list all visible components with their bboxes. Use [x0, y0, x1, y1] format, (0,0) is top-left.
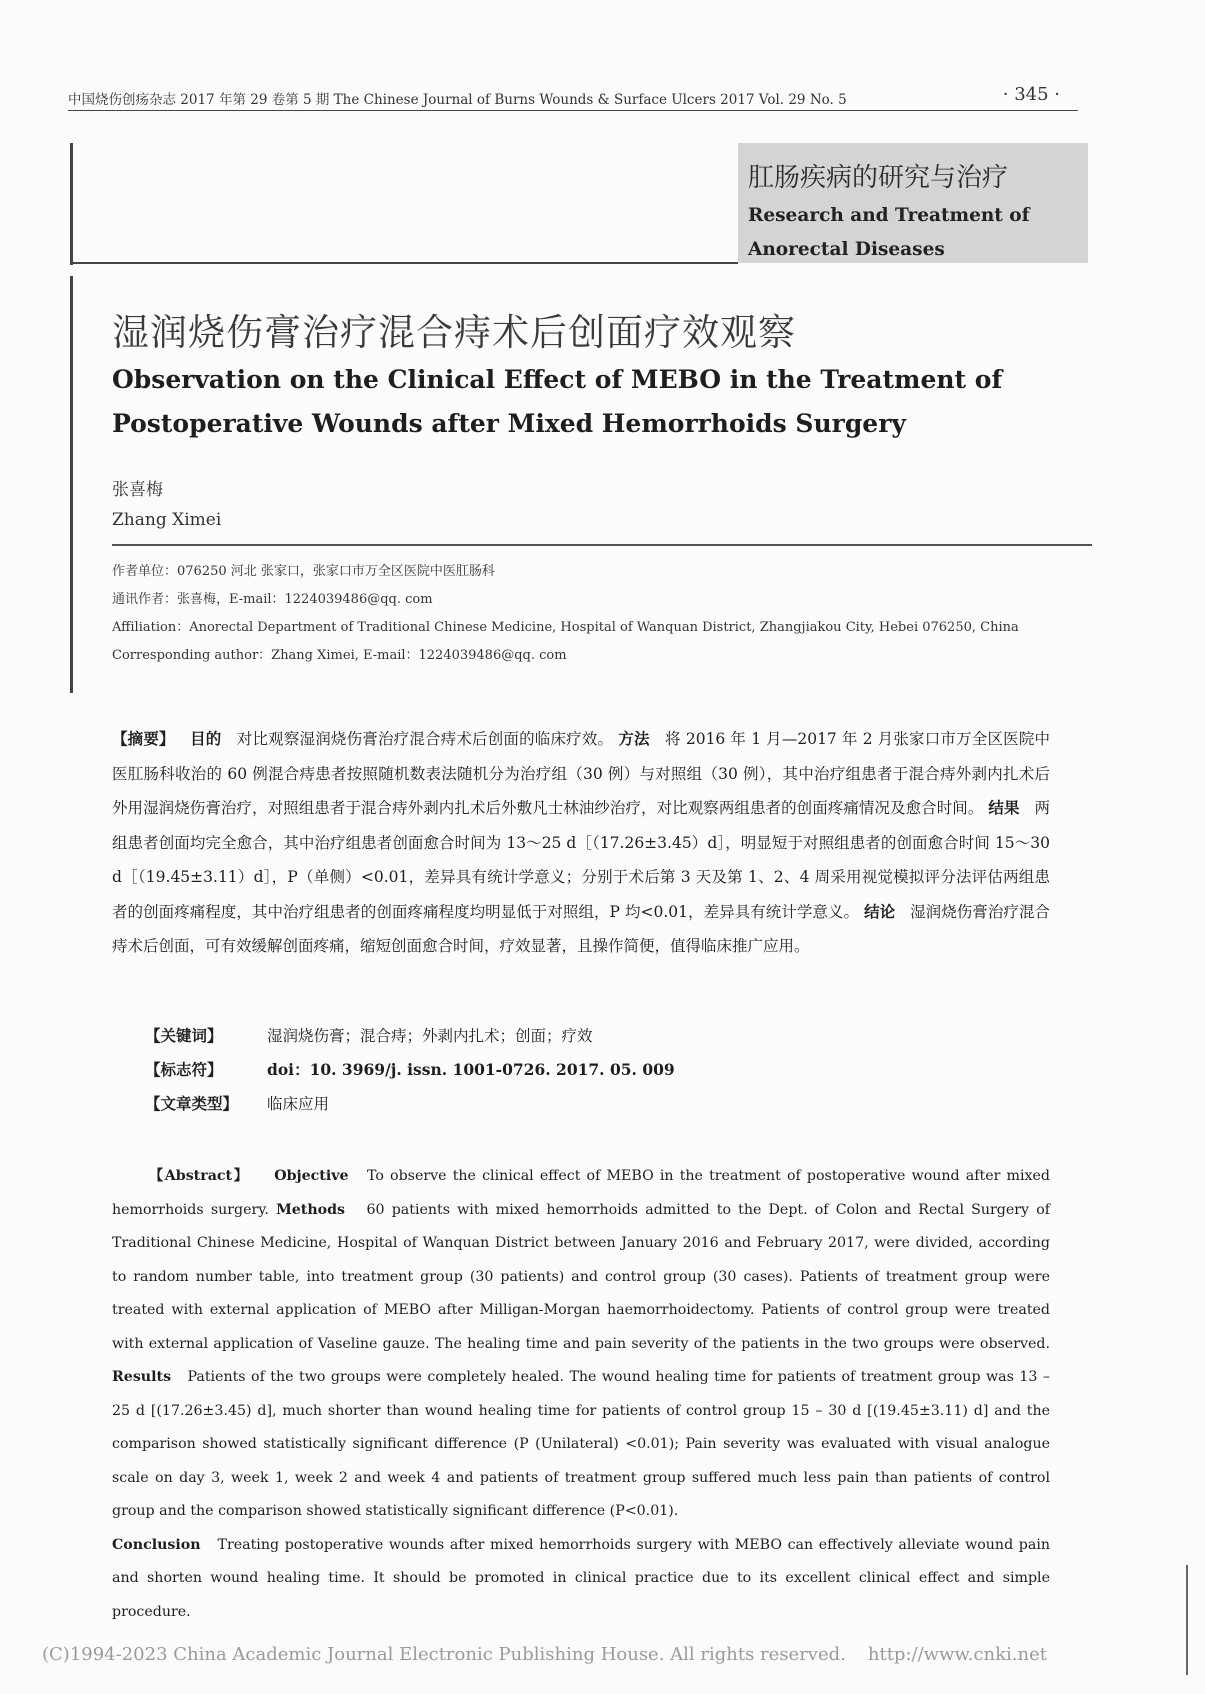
- author-name-zh: 张喜梅: [112, 480, 163, 500]
- publisher-url[interactable]: http://www.cnki.net: [867, 1644, 1047, 1665]
- abstract-zh-label: 【摘要】: [112, 729, 175, 748]
- objective-label-zh: 目的: [190, 729, 222, 748]
- correspondence-en: Corresponding author：Zhang Ximei, E-mail：1224039486@qq. com: [112, 648, 567, 663]
- running-header: [68, 84, 1078, 111]
- objective-text-zh: 对比观察湿润烧伤膏治疗混合痔术后创面的临床疗效。: [236, 730, 614, 748]
- author-name-en: Zhang Ximei: [112, 510, 222, 530]
- column-title-zh: 肛肠疾病的研究与治疗: [748, 163, 1009, 193]
- column-frame-rule: [70, 262, 738, 264]
- affiliation-zh: 作者单位：076250 河北 张家口，张家口市万全区医院中医肛肠科: [112, 564, 495, 579]
- abstract-en: [112, 1160, 1050, 1629]
- keywords-line: [145, 1024, 593, 1046]
- title-block-rule: [70, 276, 73, 693]
- article-title-zh: 湿润烧伤膏治疗混合痔术后创面疗效观察: [112, 311, 796, 354]
- doi-label: 【标志符】: [145, 1060, 223, 1079]
- page-number: · 345 ·: [1002, 84, 1060, 105]
- article-title-en-line: Postoperative Wounds after Mixed Hemorrhoids Surgery: [112, 409, 906, 438]
- article-title-en: [112, 358, 1012, 446]
- keywords-text: 湿润烧伤膏；混合痔；外剥内扎术；创面；疗效: [267, 1027, 593, 1045]
- column-frame-rule: [70, 143, 73, 265]
- column-title-en: [748, 199, 1030, 267]
- copyright-text: (C)1994-2023 China Academic Journal Electronic Publishing House. All rights reserved.: [42, 1644, 846, 1665]
- column-title-en-line: Anorectal Diseases: [748, 239, 945, 260]
- conclusion-label-zh: 结论: [864, 901, 896, 921]
- journal-running-title: 中国烧伤创疡杂志 2017 年第 29 卷第 5 期 The Chinese Journal of Burns Wounds & Surface Ulcers 2017 Vol. 29 No. 5: [68, 92, 847, 108]
- conclusion-label-en: Conclusion: [112, 1536, 201, 1553]
- objective-label-en: Objective: [274, 1168, 349, 1184]
- column-tag: [738, 143, 1088, 263]
- margin-mark: [1186, 1565, 1188, 1675]
- methods-text-zh: 将 2016 年 1 月—2017 年 2 月张家口市万全区医院中医肛肠科收治的 60 例混合痔患者按照随机数表法随机分为治疗组（30 例）与对照组（30 例），其中治疗组患者于混合痔外剥内扎术后外用湿润烧伤膏治疗，对照组患者于混合痔外剥内扎术后外敷凡士林油纱治疗，对比观察两组患者的创面疼痛情况及愈合时间。: [112, 730, 1051, 817]
- abstract-zh: [112, 722, 1050, 964]
- correspondence-zh: 通讯作者：张喜梅，E-mail：1224039486@qq. com: [112, 592, 433, 607]
- affiliation-block: [112, 558, 1052, 670]
- methods-label-zh: 方法: [618, 729, 650, 748]
- abstract-en-label: 【Abstract】: [148, 1168, 250, 1184]
- conclusion-text-en: Treating postoperative wounds after mixed hemorrhoids surgery with MEBO can effectively alleviate wound pain and shorten wound healing time. It should be promoted in clinical practice due to its excellent clinical effect and simple procedure.: [112, 1536, 1050, 1620]
- affiliation-en: Affiliation：Anorectal Department of Traditional Chinese Medicine, Hospital of Wanquan District, Zhangjiakou City, Hebei 076250, China: [112, 620, 1019, 635]
- article-type-line: [145, 1092, 329, 1114]
- results-text-en: Patients of the two groups were completely healed. The wound healing time for patients of treatment group was 13 – 25 d [(17.26±3.45) d], much shorter than wound healing time for patients of control group 15 – 30 d [(19.45±3.11) d] and the comparison showed statistically significant difference (P (Unilateral) <0.01); Pain severity was evaluated with visual analogue scale on day 3, week 1, week 2 and week 4 and patients of treatment group suffered much less pain than patients of control group and the comparison showed statistically significant difference (P<0.01).: [112, 1369, 1050, 1519]
- keywords-label: 【关键词】: [145, 1026, 223, 1045]
- doi-text: doi：10. 3969/j. issn. 1001-0726. 2017. 05. 009: [267, 1060, 675, 1079]
- results-label-zh: 结果: [988, 798, 1020, 817]
- article-title-en-line: Observation on the Clinical Effect of MEBO in the Treatment of: [112, 365, 1003, 394]
- article-type-text: 临床应用: [267, 1095, 330, 1113]
- conclusion-text-zh: 湿润烧伤膏治疗混合痔术后创面，可有效缓解创面疼痛，缩短创面愈合时间，疗效显著，且操作简便，值得临床推广应用。: [112, 902, 1050, 955]
- methods-label-en: Methods: [276, 1201, 346, 1218]
- results-text-zh: 两组患者创面均完全愈合，其中治疗组患者创面愈合时间为 13～25 d［（17.26±3.45）d］，明显短于对照组患者的创面愈合时间 15～30 d［（19.45±3.11）d］，P（单侧）<0.01，差异具有统计学意义；分别于术后第 3 天及第 1、2、4 周采用视觉模拟评分法评估两组患者的创面疼痛程度，其中治疗组患者的创面疼痛程度均明显低于对照组，P 均<0.01，差异具有统计学意义。: [112, 799, 1050, 921]
- article-type-label: 【文章类型】: [145, 1094, 239, 1113]
- author-divider: [112, 544, 1092, 546]
- objective-text-en: To observe the clinical effect of MEBO in the treatment of postoperative wound after mixed hemorrhoids surgery.: [112, 1168, 1050, 1218]
- column-title-en-line: Research and Treatment of: [748, 205, 1030, 226]
- methods-text-en: 60 patients with mixed hemorrhoids admitted to the Dept. of Colon and Rectal Surgery of Traditional Chinese Medicine, Hospital of Wanquan District between January 2016 and February 2017, were divided, according to random number table, into treatment group (30 patients) and control group (30 cases). Patients of treatment group were treated with external application of MEBO after Milligan-Morgan haemorrhoidectomy. Patients of control group were treated with external application of Vaseline gauze. The healing time and pain severity of the patients in the two groups were observed.: [112, 1201, 1051, 1352]
- doi-line: [145, 1058, 675, 1080]
- copyright-footer: [42, 1644, 1047, 1665]
- results-label-en: Results: [112, 1369, 172, 1385]
